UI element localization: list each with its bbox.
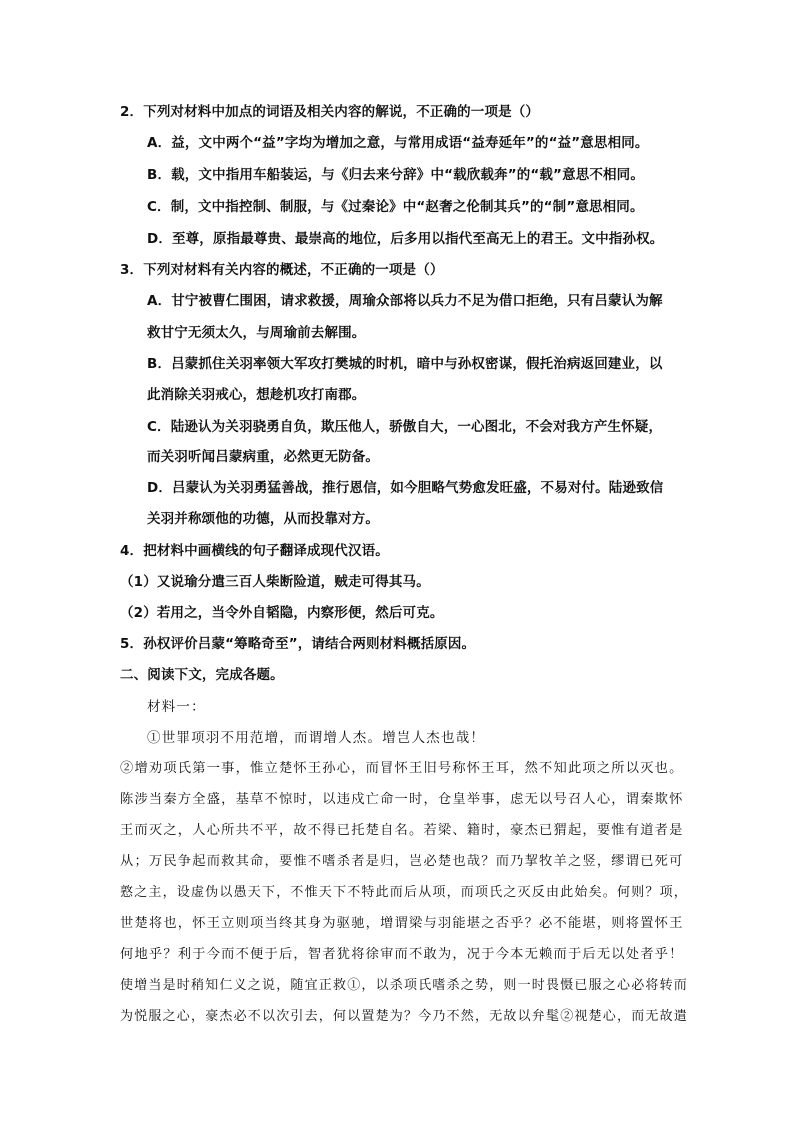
material-paragraph-1: ①世罪项羽不用范增，而谓增人杰。增岂人杰也哉！ [147,730,486,746]
question-4-sentence-2: （2）若用之，当令外自韬隐，内察形便，然后可克。 [120,605,444,621]
material-line: 世楚将也，怀王立则项当终其身为驱驰，增谓梁与羽能堪之否乎？必不能堪，则将置怀王 [120,916,684,931]
question-2-option-a: A．益，文中两个“益”字均为增加之意，与常用成语“益寿延年”的“益”意思相同。 [147,135,649,151]
material-line: 为悦服之心，豪杰必不以次引去，何以置楚为？今乃不然，无故以弁髦②视楚心，而无故遣 [120,1009,689,1024]
material-line: 陈涉当秦方全盛，基草不惊时，以违戍亡命一时，仓皇举事，虑无以号召人心，谓秦欺怀 [120,792,684,807]
question-3-option-b-line2: 此消除关羽戒心，想趁机攻打南郡。 [147,387,366,403]
question-3-option-d-line1: D．吕蒙认为关羽勇猛善战，推行恩信，如今胆略气势愈发旺盛，不易对付。陆逊致信 [147,480,664,496]
question-2-stem: 2．下列对材料中加点的词语及相关内容的解说，不正确的一项是（） [120,104,540,120]
question-3-option-d-line2: 关羽并称颂他的功德，从而投靠对方。 [147,511,380,527]
material-line: 使增当是时稍知仁义之说，随宜正救①，以杀项氏嗜杀之势，则一时畏慑已服之心必将转而 [120,978,689,993]
question-2-option-b: B．载，文中指用车船装运，与《归去来兮辞》中“载欣载奔”的“载”意思不相同。 [147,167,644,183]
question-3-stem: 3．下列对材料有关内容的概述，不正确的一项是（） [120,262,444,278]
question-3-option-a-line2: 救甘宁无须太久，与周瑜前去解围。 [147,325,366,341]
material-line: ②增劝项氏第一事，惟立楚怀王孙心，而冒怀王旧号称怀王耳，然不知此项之所以灭也。 [120,761,684,776]
question-4-sentence-1: （1）又说瑜分遣三百人柴断险道，贼走可得其马。 [120,574,430,590]
material-line: 王而灭之，人心所共不平，故不得已托楚自名。若梁、籍时，豪杰已猬起，要惟有道者是 [120,823,684,838]
question-5-stem: 5．孙权评价吕蒙“筹略奇至”，请结合两则材料概括原因。 [120,636,476,652]
question-3-option-c-line1: C．陆逊认为关羽骁勇自负，欺压他人，骄傲自大，一心图北，不会对我方产生怀疑， [147,419,663,435]
material-line: 憝之主，设虚伪以愚天下，不惟天下不特此而后从项，而项氏之灭反由此始矣。何则？项， [120,885,689,900]
question-3-option-c-line2: 而关羽听闻吕蒙病重，必然更无防备。 [147,449,380,465]
question-2-option-c: C．制，文中指控制、制服，与《过秦论》中“赵奢之伦制其兵”的“制”意思相同。 [147,199,644,215]
question-3-option-b-line1: B．吕蒙抓住关羽率领大军攻打樊城的时机，暗中与孙权密谋，假托治病返回建业，以 [147,356,663,372]
material-label: 材料一： [147,699,206,715]
question-2-option-d: D．至尊，原指最尊贵、最崇高的地位，后多用以指代至高无上的君王。文中指孙权。 [147,231,664,247]
section-2-heading: 二、阅读下文，完成各题。 [120,667,284,683]
material-line: 何地乎？利于今而不便于后，智者犹将徐审而不敢为，况于今本无赖而于后无以处者乎！ [120,947,684,962]
question-4-stem: 4．把材料中画横线的句子翻译成现代汉语。 [120,543,389,559]
material-line: 从；万民争起而救其命，要惟不嗜杀者是归，岂必楚也哉？而乃挈牧羊之竖，缪谓已死可 [120,854,684,869]
question-3-option-a-line1: A．甘宁被曹仁围困，请求救援，周瑜众部将以兵力不足为借口拒绝，只有吕蒙认为解 [147,293,663,309]
